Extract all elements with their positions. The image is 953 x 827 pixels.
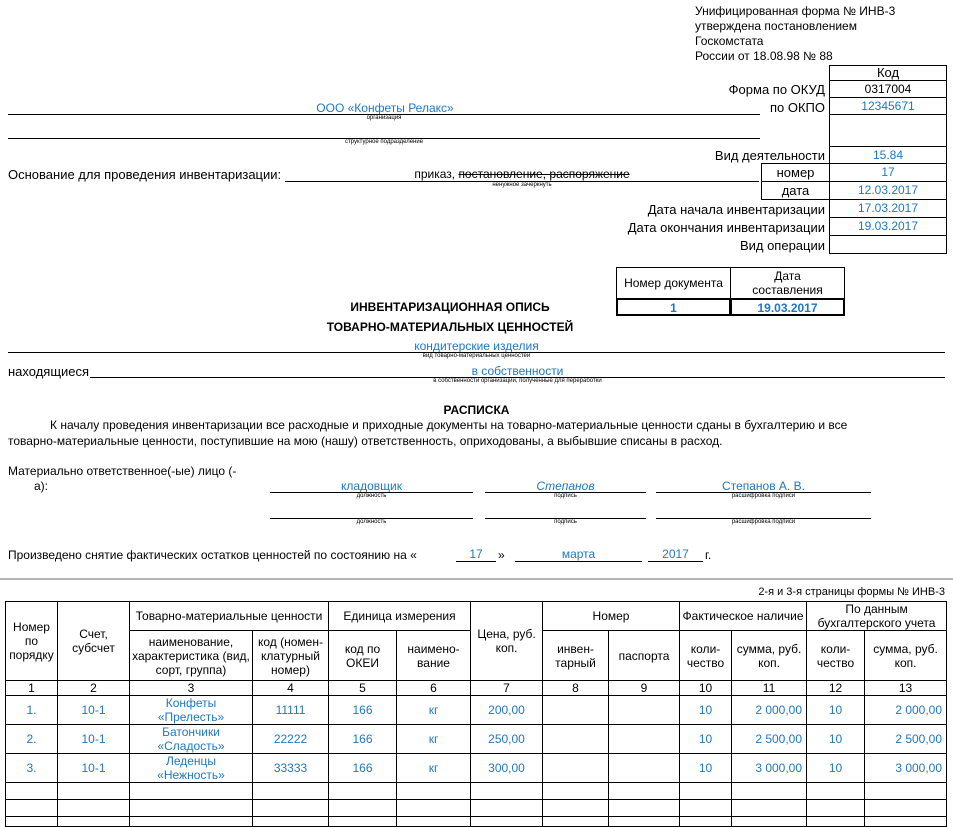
position-value: кладовщик bbox=[341, 479, 402, 493]
table-row-empty bbox=[6, 783, 947, 800]
column-number: 4 bbox=[253, 681, 329, 696]
located-value: в собственности bbox=[471, 364, 564, 378]
col-number-inv-header: инвен-тарный bbox=[543, 631, 609, 681]
basis-label: Основание для проведения инвентаризации: bbox=[8, 167, 282, 182]
signature-caption: подпись bbox=[554, 493, 577, 499]
column-number: 11 bbox=[732, 681, 807, 696]
okud-label: Форма по ОКУД bbox=[728, 82, 825, 97]
cell-num: 2. bbox=[6, 725, 58, 754]
table-row bbox=[6, 725, 947, 754]
page-separator bbox=[0, 578, 953, 580]
stocktaking-quote: » bbox=[498, 548, 505, 562]
column-number: 3 bbox=[130, 681, 253, 696]
cell-fact-sum: 2 500,00 bbox=[732, 725, 807, 754]
stocktaking-day: 17 bbox=[469, 547, 483, 561]
operation-label: Вид операции bbox=[739, 238, 825, 253]
operation-value bbox=[829, 235, 947, 254]
organization-name: ООО «Конфеты Релакс» bbox=[316, 101, 454, 115]
column-number: 8 bbox=[543, 681, 609, 696]
cell-okei: 166 bbox=[329, 725, 397, 754]
header-line: России от 18.08.98 № 88 bbox=[695, 49, 833, 63]
responsible-label-2: а): bbox=[34, 479, 49, 493]
cell-name: Леденцы «Нежность» bbox=[130, 754, 253, 783]
cell-fact-qty: 10 bbox=[680, 725, 732, 754]
table-row bbox=[6, 754, 947, 783]
receipt-title: РАСПИСКА bbox=[443, 403, 510, 417]
table-row-empty bbox=[6, 800, 947, 817]
position-caption-2: должность bbox=[356, 519, 387, 525]
number-label: номер bbox=[761, 163, 830, 182]
col-number-header: Номер bbox=[543, 602, 680, 631]
doc-date-header bbox=[730, 267, 845, 299]
decoding-caption-2: расшифровка подписи bbox=[731, 519, 796, 525]
signature-caption-2: подпись bbox=[554, 519, 577, 525]
kod-header: Код bbox=[829, 65, 947, 81]
col-number-pass-header: паспорта bbox=[609, 631, 680, 681]
cell-book-sum: 2 500,00 bbox=[865, 725, 947, 754]
cell-fact-sum: 2 000,00 bbox=[732, 696, 807, 725]
cell-price: 200,00 bbox=[471, 696, 543, 725]
cell-name: Конфеты «Прелесть» bbox=[130, 696, 253, 725]
cell-pass bbox=[609, 754, 680, 783]
column-number: 13 bbox=[865, 681, 947, 696]
stocktaking-label: Произведено снятие фактических остатков ценностей по состоянию на « bbox=[8, 548, 417, 562]
doc-number-value: 1 bbox=[616, 298, 731, 316]
organization-caption: организация bbox=[366, 115, 402, 121]
cell-inv bbox=[543, 754, 609, 783]
position-caption: должность bbox=[356, 493, 387, 499]
receipt-text-line-2: товарно-материальные ценности, поступившие на мою (нашу) ответственность, оприходованы, а выбывшие списаны в расход. bbox=[8, 434, 723, 448]
col-fact-sum-header: сумма, руб. коп. bbox=[732, 631, 807, 681]
cell-code: 11111 bbox=[253, 696, 329, 725]
receipt-text-line-1: К началу проведения инвентаризации все расходные и приходные документы на товарно-материальные ценности сданы в бухгалтерию и все bbox=[50, 418, 848, 432]
okpo-label: по ОКПО bbox=[769, 100, 825, 115]
located-label: находящиеся bbox=[8, 364, 90, 379]
column-number: 10 bbox=[680, 681, 732, 696]
column-number: 5 bbox=[329, 681, 397, 696]
col-unit-okei-header: код по ОКЕИ bbox=[329, 631, 397, 681]
cell-unit: кг bbox=[397, 696, 471, 725]
goods-kind-value: кондитерские изделия bbox=[414, 339, 539, 353]
stocktaking-year-line bbox=[648, 561, 703, 562]
col-unit-name-header: наимено-вание bbox=[397, 631, 471, 681]
cell-book-qty: 10 bbox=[807, 725, 865, 754]
header-line: Госкомстата bbox=[695, 34, 764, 48]
date-value: 12.03.2017 bbox=[829, 181, 947, 200]
cell-price: 250,00 bbox=[471, 725, 543, 754]
cell-pass bbox=[609, 696, 680, 725]
title-line-2: ТОВАРНО-МАТЕРИАЛЬНЫХ ЦЕННОСТЕЙ bbox=[326, 320, 574, 334]
empty-code-cell bbox=[829, 114, 947, 147]
table-row bbox=[6, 696, 947, 725]
cell-okei: 166 bbox=[329, 754, 397, 783]
col-book-qty-header: коли-чество bbox=[807, 631, 865, 681]
end-date-label: Дата окончания инвентаризации bbox=[627, 220, 825, 235]
okud-value: 0317004 bbox=[829, 80, 947, 98]
column-number: 2 bbox=[58, 681, 130, 696]
col-num-header: Номер по порядку bbox=[6, 602, 58, 681]
form-approval-header bbox=[695, 4, 895, 64]
header-line: Унифицированная форма № ИНВ-3 bbox=[695, 4, 896, 18]
cell-code: 33333 bbox=[253, 754, 329, 783]
column-number: 6 bbox=[397, 681, 471, 696]
col-tmc-name-header: наименование, характеристика (вид, сорт, группа) bbox=[130, 631, 253, 681]
cell-fact-sum: 3 000,00 bbox=[732, 754, 807, 783]
cell-book-qty: 10 bbox=[807, 696, 865, 725]
column-number: 9 bbox=[609, 681, 680, 696]
col-book-header: По данным бухгалтерского учета bbox=[807, 602, 947, 631]
cell-fact-qty: 10 bbox=[680, 754, 732, 783]
cell-okei: 166 bbox=[329, 696, 397, 725]
title-line-1: ИНВЕНТАРИЗАЦИОННАЯ ОПИСЬ bbox=[350, 300, 550, 314]
activity-label: Вид деятельности bbox=[714, 148, 825, 163]
stocktaking-month: марта bbox=[561, 547, 596, 561]
end-date-value: 19.03.2017 bbox=[829, 217, 947, 236]
cell-book-sum: 3 000,00 bbox=[865, 754, 947, 783]
goods-kind-caption: вид товарно-материальных ценностей bbox=[422, 353, 531, 359]
cell-book-sum: 2 000,00 bbox=[865, 696, 947, 725]
doc-date-header-line: составления bbox=[752, 283, 823, 297]
cell-account: 10-1 bbox=[58, 696, 130, 725]
col-fact-qty-header: коли-чество bbox=[680, 631, 732, 681]
col-tmc-header: Товарно-материальные ценности bbox=[130, 602, 329, 631]
col-book-sum-header: сумма, руб. коп. bbox=[865, 631, 947, 681]
cell-unit: кг bbox=[397, 754, 471, 783]
cell-unit: кг bbox=[397, 725, 471, 754]
cell-fact-qty: 10 bbox=[680, 696, 732, 725]
doc-date-value: 19.03.2017 bbox=[730, 298, 845, 316]
header-line: утверждена постановлением bbox=[695, 19, 857, 33]
column-number: 7 bbox=[471, 681, 543, 696]
cell-code: 22222 bbox=[253, 725, 329, 754]
responsible-label-1: Материально ответственное(-ые) лицо (- bbox=[8, 464, 237, 478]
column-numbers-row bbox=[6, 681, 947, 696]
located-caption: в собственности организации, полученные для переработки bbox=[433, 378, 602, 384]
table-row-empty bbox=[6, 817, 947, 827]
col-tmc-code-header: код (номен-клатурный номер) bbox=[253, 631, 329, 681]
col-unit-header: Единица измерения bbox=[329, 602, 471, 631]
signature-value: Степанов bbox=[536, 479, 595, 493]
table-header-row bbox=[6, 602, 947, 631]
column-number: 1 bbox=[6, 681, 58, 696]
col-price-header: Цена, руб. коп. bbox=[471, 602, 543, 681]
cell-account: 10-1 bbox=[58, 725, 130, 754]
okpo-value: 12345671 bbox=[829, 97, 947, 115]
cell-name: Батончики «Сладость» bbox=[130, 725, 253, 754]
page-note: 2-я и 3-я страницы формы № ИНВ-3 bbox=[758, 586, 945, 598]
stocktaking-month-line bbox=[515, 561, 642, 562]
division-caption: структурное подразделение bbox=[344, 139, 424, 145]
stocktaking-year-suffix: г. bbox=[705, 548, 712, 562]
decoding-value: Степанов А. В. bbox=[722, 479, 805, 493]
basis-caption: ненужное зачеркнуть bbox=[492, 182, 552, 188]
cell-inv bbox=[543, 725, 609, 754]
basis-value-struck: постановление, распоряжение bbox=[458, 167, 630, 181]
basis-value-plain: приказ, bbox=[414, 167, 459, 181]
col-fact-header: Фактическое наличие bbox=[680, 602, 807, 631]
doc-date-header-line: Дата bbox=[774, 269, 801, 283]
cell-account: 10-1 bbox=[58, 754, 130, 783]
cell-book-qty: 10 bbox=[807, 754, 865, 783]
cell-num: 1. bbox=[6, 696, 58, 725]
cell-inv bbox=[543, 696, 609, 725]
start-date-value: 17.03.2017 bbox=[829, 199, 947, 218]
decoding-caption: расшифровка подписи bbox=[731, 493, 796, 499]
inventory-table bbox=[5, 601, 947, 827]
cell-pass bbox=[609, 725, 680, 754]
date-label: дата bbox=[761, 181, 830, 200]
basis-value bbox=[285, 167, 759, 181]
stocktaking-day-line bbox=[456, 561, 496, 562]
activity-value: 15.84 bbox=[829, 146, 947, 164]
col-account-header: Счет, субсчет bbox=[58, 602, 130, 681]
cell-num: 3. bbox=[6, 754, 58, 783]
stocktaking-year: 2017 bbox=[662, 547, 689, 561]
cell-price: 300,00 bbox=[471, 754, 543, 783]
doc-number-header: Номер документа bbox=[616, 267, 731, 299]
number-value: 17 bbox=[829, 163, 947, 182]
start-date-label: Дата начала инвентаризации bbox=[647, 202, 825, 217]
column-number: 12 bbox=[807, 681, 865, 696]
